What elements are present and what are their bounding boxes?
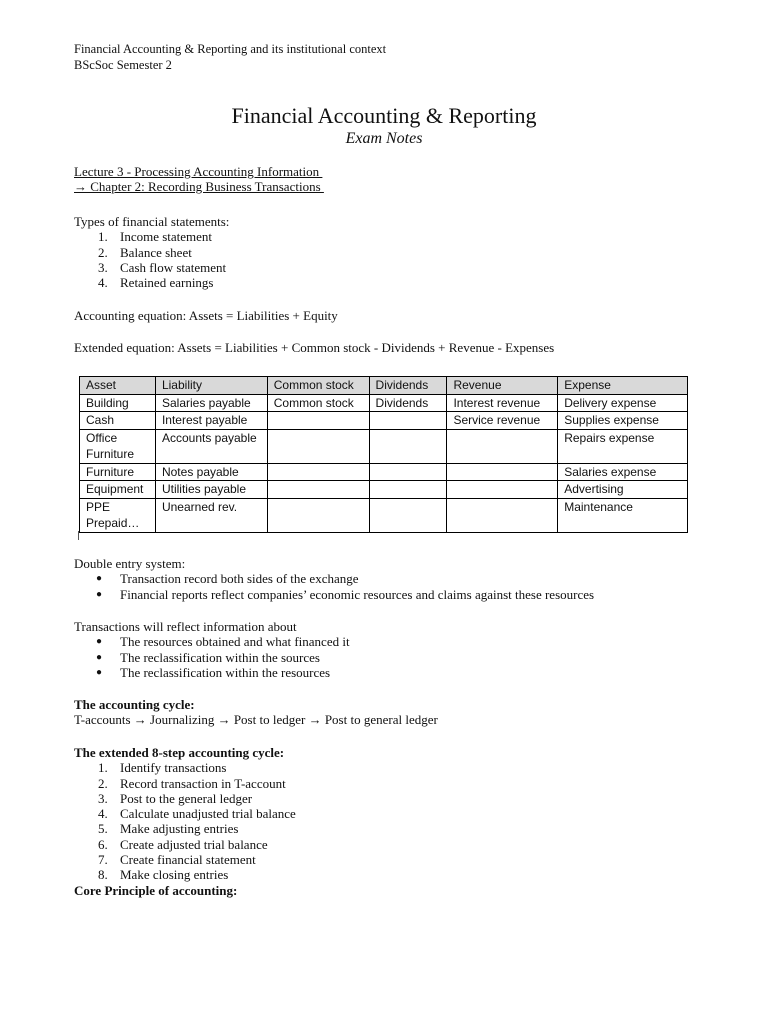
lecture-title: Lecture 3 - Processing Accounting Information <box>74 164 323 179</box>
column-header: Liability <box>155 377 267 395</box>
table-cell: Unearned rev. <box>155 498 267 532</box>
table-cell <box>447 481 558 499</box>
bullet-icon: ● <box>96 573 103 585</box>
table-row <box>80 481 688 499</box>
table-cell: Cash <box>80 412 156 430</box>
double-entry-heading: Double entry system: <box>74 556 186 571</box>
table-cell: Office Furniture <box>80 429 156 463</box>
statements-section <box>74 214 229 290</box>
list-item: 5. Make adjusting entries <box>98 821 239 837</box>
extended-cycle-heading: The extended 8-step accounting cycle: <box>74 745 285 760</box>
statements-heading: Types of financial statements: <box>74 214 230 229</box>
list-item: ● The reclassification within the sources <box>96 649 320 665</box>
lecture-heading <box>74 164 324 195</box>
extended-cycle-section <box>74 745 296 898</box>
accounting-cycle-section <box>74 697 438 728</box>
chapter-title: → Chapter 2: Recording Business Transactions <box>74 179 324 195</box>
extended-cycle-list <box>74 760 296 882</box>
document-title: Financial Accounting & Reporting <box>231 103 537 128</box>
table-cell <box>267 498 369 532</box>
table-cell <box>369 429 447 463</box>
table-cell <box>267 481 369 499</box>
header-semester: BScSoc Semester 2 <box>74 57 172 72</box>
table-row <box>80 498 688 532</box>
transactions-heading: Transactions will reflect information about <box>74 619 297 634</box>
table-row <box>80 429 688 463</box>
table-cell <box>447 429 558 463</box>
column-header: Asset <box>80 377 156 395</box>
list-item: 2. Balance sheet <box>98 244 192 260</box>
column-header: Revenue <box>447 377 558 395</box>
accounting-equation: Accounting equation: Assets = Liabilities + Equity <box>74 308 338 323</box>
table-cell: Dividends <box>369 394 447 412</box>
table-cell: Delivery expense <box>558 394 688 412</box>
table-cell <box>267 429 369 463</box>
list-item: 3. Post to the general ledger <box>98 790 253 806</box>
list-item: 4. Calculate unadjusted trial balance <box>98 806 296 822</box>
table-row <box>80 394 688 412</box>
table-cell: Interest payable <box>155 412 267 430</box>
table-cell <box>369 463 447 481</box>
list-item: 1. Identify transactions <box>98 760 227 776</box>
table-cell: Salaries expense <box>558 463 688 481</box>
column-header: Expense <box>558 377 688 395</box>
table-cell <box>267 463 369 481</box>
transactions-list <box>74 634 350 680</box>
accounting-cycle-heading: The accounting cycle: <box>74 697 195 712</box>
table-cell: Service revenue <box>447 412 558 430</box>
bullet-icon: ● <box>96 588 103 600</box>
table-cell <box>369 498 447 532</box>
running-header <box>74 42 386 73</box>
core-principle-heading: Core Principle of accounting: <box>74 882 238 898</box>
list-item: 2. Record transaction in T-account <box>98 775 286 791</box>
table-cell: Utilities payable <box>155 481 267 499</box>
list-item: 8. Make closing entries <box>98 867 229 883</box>
table-cell: Notes payable <box>155 463 267 481</box>
list-item: ● The resources obtained and what financed it <box>96 634 350 650</box>
table-cell <box>267 412 369 430</box>
list-item: ● Financial reports reflect companies’ economic resources and claims against these resources <box>96 586 595 602</box>
table-cell <box>447 498 558 532</box>
bullet-icon: ● <box>96 666 103 678</box>
table-cell: Common stock <box>267 394 369 412</box>
header-course: Financial Accounting & Reporting and its institutional context <box>74 42 387 56</box>
bullet-icon: ● <box>96 651 103 663</box>
table-cell: PPE Prepaid… <box>80 498 156 532</box>
table-row <box>80 412 688 430</box>
table-cell <box>369 412 447 430</box>
list-item: ● The reclassification within the resources <box>96 664 331 680</box>
table-cell: Equipment <box>80 481 156 499</box>
table-cell: Salaries payable <box>155 394 267 412</box>
table-cell: Interest revenue <box>447 394 558 412</box>
text-cursor <box>78 531 79 540</box>
list-item: 4. Retained earnings <box>98 275 214 291</box>
transactions-section <box>74 619 350 680</box>
double-entry-section <box>74 556 594 602</box>
document-subtitle: Exam Notes <box>345 130 423 147</box>
list-item: 3. Cash flow statement <box>98 259 227 275</box>
table-cell: Furniture <box>80 463 156 481</box>
table-cell <box>447 463 558 481</box>
column-header: Dividends <box>369 377 447 395</box>
table-cell: Maintenance <box>558 498 688 532</box>
table-cell: Supplies expense <box>558 412 688 430</box>
table-cell: Repairs expense <box>558 429 688 463</box>
table-cell: Advertising <box>558 481 688 499</box>
column-header: Common stock <box>267 377 369 395</box>
table-cell <box>369 481 447 499</box>
table-row <box>80 463 688 481</box>
table-cell: Building <box>80 394 156 412</box>
list-item: 6. Create adjusted trial balance <box>98 836 268 852</box>
statements-list <box>74 229 229 290</box>
double-entry-list <box>74 571 594 602</box>
list-item: 1. Income statement <box>98 229 213 245</box>
list-item: 7. Create financial statement <box>98 852 256 868</box>
bullet-icon: ● <box>96 636 103 648</box>
accounting-cycle-text: T-accounts → Journalizing → Post to ledger → Post to general ledger <box>74 712 438 728</box>
table-header-row <box>80 377 688 395</box>
accounts-table <box>79 376 688 533</box>
extended-equation: Extended equation: Assets = Liabilities + Common stock - Dividends + Revenue - Expenses <box>74 340 555 355</box>
table-cell: Accounts payable <box>155 429 267 463</box>
list-item: ● Transaction record both sides of the exchange <box>96 571 359 587</box>
